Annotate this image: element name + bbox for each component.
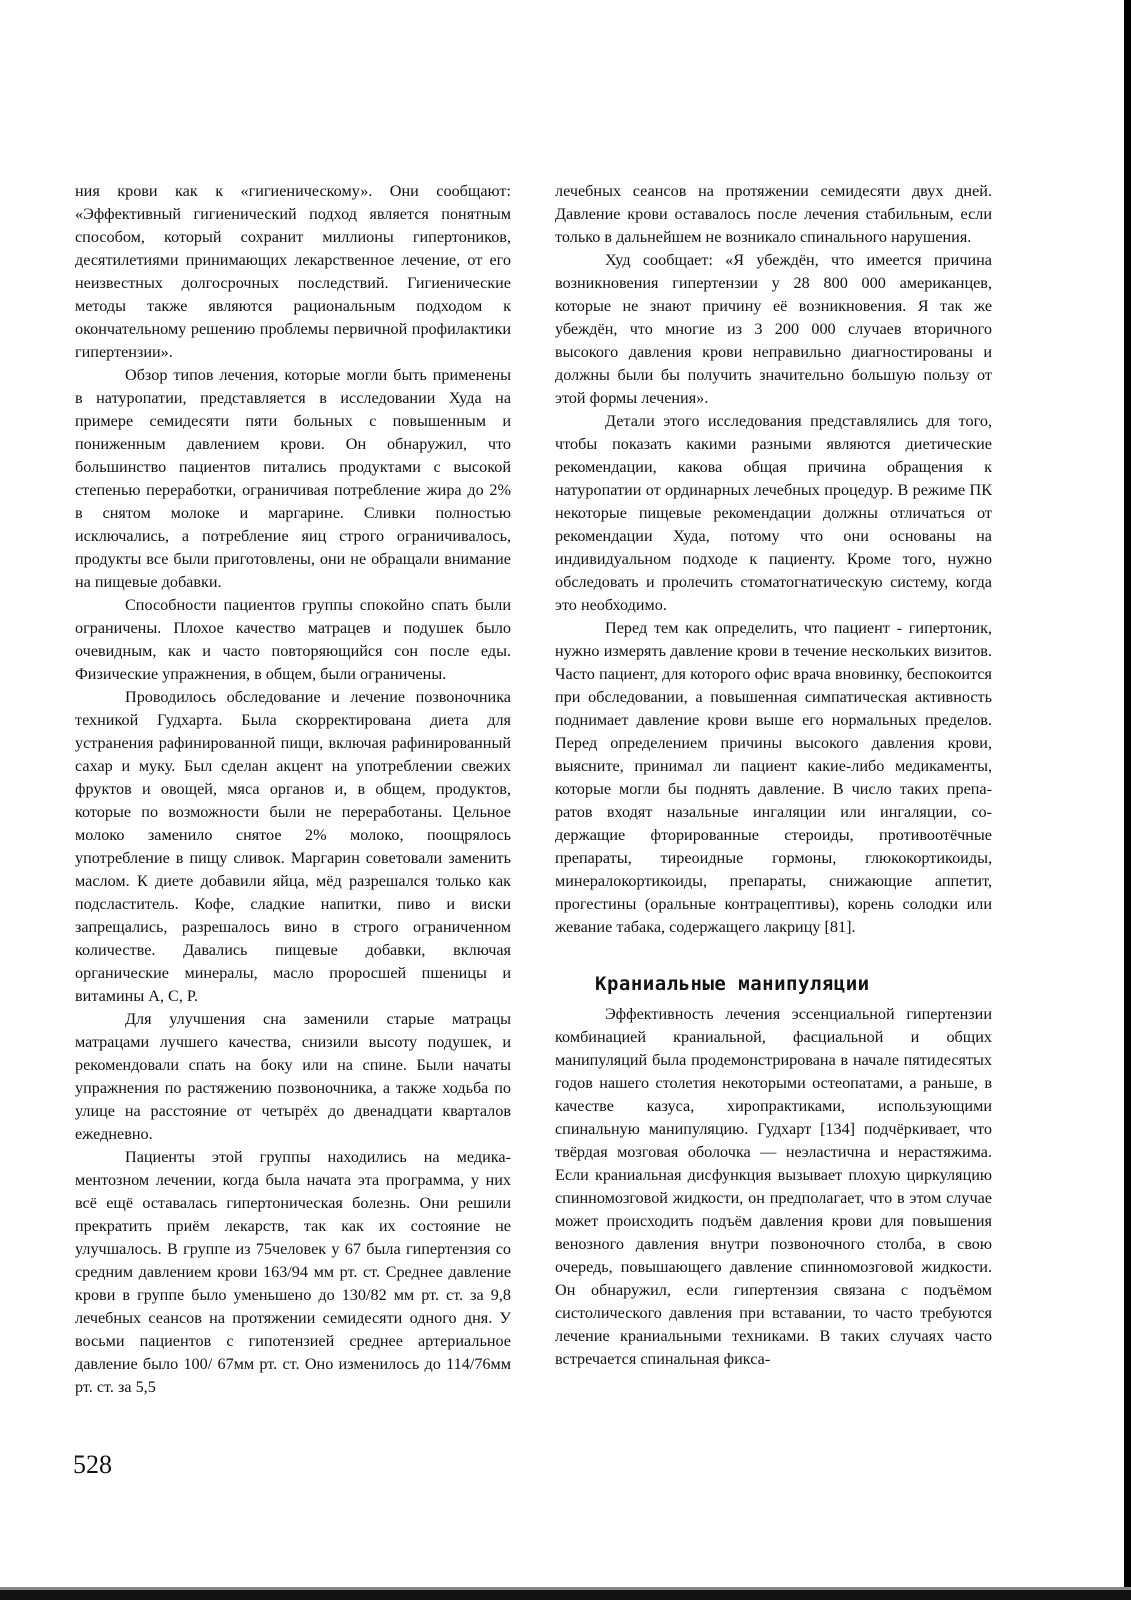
scan-edge-bottom: [0, 1590, 1131, 1600]
paragraph: Худ сообщает: «Я убеждён, что имеется причина возникновения гипертензии у 28 800 000 американцев, которые не знают причину её возникновения. Я так же убеждён, что многие из 3 200 000 случаев вторичного высокого давления крови неправильно диагностированы и должны были бы получить значительно большую пользу от этой формы лечения».: [555, 251, 992, 407]
paragraph: Проводилось обследование и лечение позвоночника техникой Гудхарта. Была скорректирована диета для устранения рафинированной пищи, включая рафинированный сахар и муку. Был сделан акцент на употреблении свежих фруктов и овощей, мяса органов и, в общем, продуктов, которые по возможности были не переработаны. Цельное молоко заменило снятое 2% молоко, поощрялось употребление в пищу сливок. Маргарин советовали заменить маслом. К диете добавили яйца, мёд разрешался только как подсластитель. Кофе, сладкие напитки, пиво и виски запрещались, разрешалось вино в строго ограниченном количестве. Давались пищевые добавки, включая органические минералы, масло проросшей пшеницы и витамины А, С, Р.: [75, 688, 511, 1005]
left-column: [75, 180, 511, 1399]
paragraph: Для улучшения сна заменили старые матрацы матрацами лучшего качества, снизили высоту подушек, и рекомендовали спать на боку или на спине. Были начаты упражнения по растяжению позвоночника, а также ходьба по улице на расстояние от четырёх до двенадцати кварталов ежедневно.: [75, 1010, 511, 1143]
section-heading: Краниальные манипуляции: [595, 973, 870, 995]
page-number: 528: [73, 1450, 112, 1479]
paragraph: Обзор типов лечения, которые могли быть применены в натуропатии, представляется в исследовании Худа на примере семидесяти пяти больных с повышенным и пониженным давлением крови. Он обнаружил, что большинство пациентов питались продуктами с высокой степенью переработки, ограничивая потребление жира до 2% в снятом молоке и маргарине. Сливки полностью исключались, а потребление яиц строго ограничивалось, продукты все были приготовлены, они не обращали внимание на пищевые добавки.: [75, 366, 511, 591]
paragraph: Пациенты этой группы находились на медикаментозном лечении, когда была начата эта программа, у них всё ещё оставалась гипертоническая болезнь. Они решили прекратить приём лекарств, так как их состояние не улучшалось. В группе из 75человек у 67 была гипертензия со средним давлением крови 163/94 мм рт. ст. Среднее давление крови в группе было уменьшено до 130/82 мм рт. ст. за 9,8 лечебных сеансов на протяжении семидесяти одного дня. У восьми пациентов с гипотензией среднее артериальное давление было 100/ 67мм рт. ст. Оно изменилось до 114/76мм рт. ст. за 5,5: [75, 1148, 511, 1396]
right-column: [555, 180, 992, 1371]
paragraph: Эффективность лечения эссенциальной гипертензии комбинацией краниальной, фасциальной и общих манипуляций была продемонстрирована в начале пятидесятых годов нашего столетия некоторыми остеопатами, а раньше, в качестве казуса, хиропрактиками, использующими спинальную манипуляцию. Гудхарт [134] подчёркивает, что твёрдая мозговая оболочка — неэластична и нерастяжима. Если краниальная дисфункция вызывает плохую циркуляцию спинномозговой жидкости, он предполагает, что в этом случае может происходить подъём давления крови для повышения венозного давления внутри позвоночного столба, в свою очередь, повышающего давление спинномозговой жидкости. Он обнаружил, если гипертензия связана с подъёмом систолического давления при вставании, то часто требуются лечение краниальными техниками. В таких случаях часто встречается спинальная фикса-: [555, 1005, 992, 1368]
paragraph: лечебных сеансов на протяжении семидесяти двух дней. Давление крови оставалось после лечения стабильным, если только в дальнейшем не возникало спинального нарушения.: [555, 182, 992, 246]
paragraph: Способности пациентов группы спокойно спать были ограничены. Плохое качество матрацев и подушек было очевидным, как и часто повторяющийся сон после еды. Физические упражнения, в общем, были ограничены.: [75, 596, 511, 683]
paragraph: ния крови как к «гигиеническому». Они сообщают: «Эффективный гигиенический подход является понятным способом, который сохранит миллионы гипертоников, десятилетиями принимающих лекарственное лечение, от его неизвестных долгосрочных последствий. Гигиенические методы также являются рациональным подходом к окончательному решению проблемы первичной профилактики гипертензии».: [75, 182, 511, 361]
paragraph: Детали этого исследования представлялись для того, чтобы показать какими разными являются диетические рекомендации, какова общая причина обращения к натуропатии от ординарных лечебных процедур. В режиме ПК некоторые пищевые рекомендации должны отличаться от рекомендации Худа, потому что они основаны на индивидуальном подходе к пациенту. Кроме того, нужно обследовать и пролечить стоматогнатическую систему, когда это необходимо.: [555, 412, 992, 614]
scan-edge-right: [1124, 0, 1131, 1600]
paragraph: Перед тем как определить, что пациент - гипертоник, нужно измерять давление крови в течение нескольких визитов. Часто пациент, для которого офис врача вновинку, беспокоится при обследовании, а повышенная симпатическая активность поднимает давление крови выше его нормальных пределов. Перед определением причины высокого давления крови, выясните, принимал ли пациент какие-либо медикаменты, которые могли бы поднять давление. В число таких препаратов входят назальные ингаляции или ингаляции, содержащие фторированные стероиды, противоотёчные препараты, тиреоидные гормоны, глюкокортикоиды, минералокортикоиды, препараты, снижающие аппетит, прогестины (оральные контрацептивы), корень солодки или жевание табака, содержащего лакрицу [81].: [555, 619, 992, 936]
